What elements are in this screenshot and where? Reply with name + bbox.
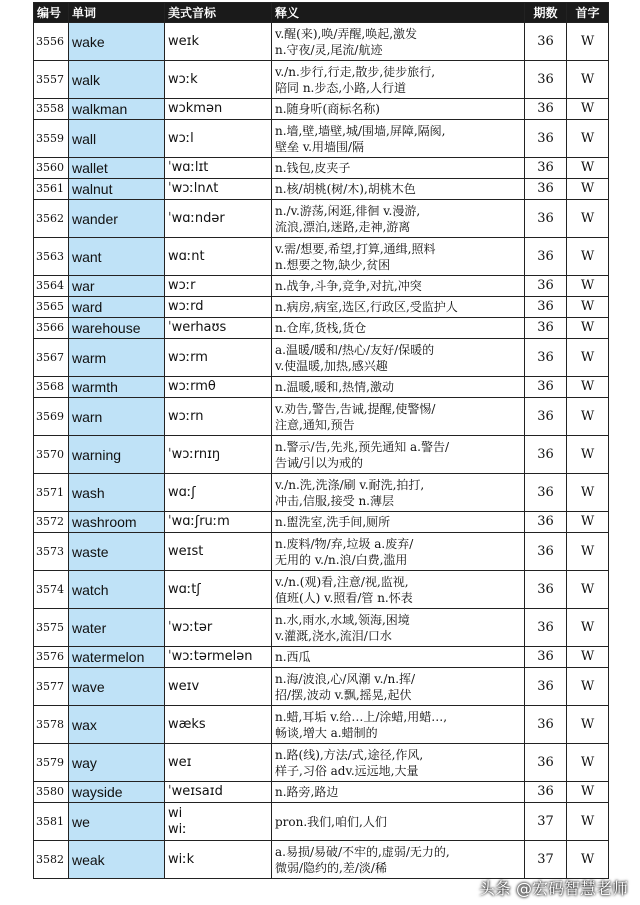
entry-issue: 36 [525, 571, 567, 609]
entry-word: walkman [69, 99, 165, 120]
entry-number: 3572 [34, 512, 69, 533]
entry-phonetic: wɔːrd [165, 297, 272, 318]
entry-phonetic: wɔːr [165, 276, 272, 297]
entry-issue: 36 [525, 200, 567, 238]
entry-issue: 36 [525, 609, 567, 647]
entry-definition: a.温暖/暖和/热心/友好/保暖的 v.使温暖,加热,感兴趣 [272, 339, 525, 377]
header-word: 单词 [69, 3, 165, 23]
watermark: 头条 @宏码智慧老师 [478, 879, 628, 898]
entry-definition: n.病房,病室,选区,行政区,受监护人 [272, 297, 525, 318]
entry-word: warehouse [69, 318, 165, 339]
entry-initial: W [567, 297, 609, 318]
entry-issue: 36 [525, 61, 567, 99]
table-row [34, 377, 609, 398]
vocabulary-sheet [33, 2, 609, 879]
entry-definition: n.警示/告,先兆,预先通知 a.警告/ 告诫/引以为戒的 [272, 436, 525, 474]
entry-initial: W [567, 61, 609, 99]
entry-initial: W [567, 782, 609, 803]
entry-word: wallet [69, 158, 165, 179]
entry-issue: 36 [525, 474, 567, 512]
entry-number: 3560 [34, 158, 69, 179]
entry-initial: W [567, 533, 609, 571]
entry-phonetic: wɑːtʃ [165, 571, 272, 609]
table-row [34, 297, 609, 318]
entry-number: 3576 [34, 647, 69, 668]
entry-phonetic: wɑːʃ [165, 474, 272, 512]
entry-number: 3580 [34, 782, 69, 803]
entry-phonetic: wɔːrm [165, 339, 272, 377]
entry-number: 3570 [34, 436, 69, 474]
entry-issue: 37 [525, 803, 567, 841]
entry-phonetic: wɔːl [165, 120, 272, 158]
entry-initial: W [567, 200, 609, 238]
entry-definition: v./n.步行,行走,散步,徒步旅行, 陪同 n.步态,小路,人行道 [272, 61, 525, 99]
entry-issue: 36 [525, 120, 567, 158]
entry-word: war [69, 276, 165, 297]
entry-phonetic: weɪk [165, 23, 272, 61]
entry-initial: W [567, 803, 609, 841]
entry-number: 3563 [34, 238, 69, 276]
entry-word: walk [69, 61, 165, 99]
entry-initial: W [567, 512, 609, 533]
entry-phonetic: weɪst [165, 533, 272, 571]
entry-initial: W [567, 668, 609, 706]
entry-number: 3579 [34, 744, 69, 782]
entry-word: watch [69, 571, 165, 609]
entry-number: 3578 [34, 706, 69, 744]
entry-definition: n.战争,斗争,竞争,对抗,冲突 [272, 276, 525, 297]
entry-phonetic: ˈwɔːtər [165, 609, 272, 647]
entry-number: 3568 [34, 377, 69, 398]
table-row [34, 200, 609, 238]
entry-issue: 36 [525, 318, 567, 339]
header-row [34, 3, 609, 23]
entry-number: 3577 [34, 668, 69, 706]
entry-phonetic: wɔːk [165, 61, 272, 99]
table-row [34, 609, 609, 647]
header-definition: 释义 [272, 3, 525, 23]
entry-phonetic: wæks [165, 706, 272, 744]
entry-definition: v./n.洗,洗涤/刷 v.耐洗,拍打, 冲击,信服,接受 n.薄层 [272, 474, 525, 512]
entry-word: ward [69, 297, 165, 318]
entry-definition: v.劝告,警告,告诫,提醒,使警惕/ 注意,通知,预告 [272, 398, 525, 436]
entry-number: 3575 [34, 609, 69, 647]
entry-initial: W [567, 179, 609, 200]
entry-definition: n.仓库,货栈,货仓 [272, 318, 525, 339]
entry-initial: W [567, 120, 609, 158]
table-row [34, 318, 609, 339]
entry-word: wayside [69, 782, 165, 803]
entry-word: walnut [69, 179, 165, 200]
vocabulary-table [33, 2, 609, 879]
table-row [34, 179, 609, 200]
entry-phonetic: ˈwerhaʊs [165, 318, 272, 339]
entry-number: 3559 [34, 120, 69, 158]
entry-issue: 36 [525, 706, 567, 744]
header-initial: 首字 [567, 3, 609, 23]
entry-definition: n.海/波浪,心/风潮 v./n.挥/ 招/摆,波动 v.飘,摇晃,起伏 [272, 668, 525, 706]
table-row [34, 339, 609, 377]
entry-issue: 36 [525, 398, 567, 436]
header-issue: 期数 [525, 3, 567, 23]
entry-issue: 36 [525, 238, 567, 276]
entry-issue: 36 [525, 533, 567, 571]
entry-word: warmth [69, 377, 165, 398]
entry-issue: 36 [525, 744, 567, 782]
entry-initial: W [567, 398, 609, 436]
entry-phonetic: wɔkmən [165, 99, 272, 120]
entry-issue: 36 [525, 158, 567, 179]
entry-phonetic: ˈwɔːtərmelən [165, 647, 272, 668]
entry-number: 3571 [34, 474, 69, 512]
entry-word: weak [69, 841, 165, 879]
entry-initial: W [567, 377, 609, 398]
entry-phonetic: wɔːrmθ [165, 377, 272, 398]
entry-initial: W [567, 609, 609, 647]
entry-definition: n.废料/物/弃,垃圾 a.废弃/ 无用的 v./n.浪/白费,滥用 [272, 533, 525, 571]
entry-definition: n.盥洗室,洗手间,厕所 [272, 512, 525, 533]
table-row [34, 398, 609, 436]
entry-number: 3558 [34, 99, 69, 120]
entry-word: washroom [69, 512, 165, 533]
entry-initial: W [567, 744, 609, 782]
entry-definition: n.墙,壁,墙壁,城/围墙,屏障,隔阂, 壁垒 v.用墙围/隔 [272, 120, 525, 158]
entry-definition: n.钱包,皮夹子 [272, 158, 525, 179]
entry-issue: 36 [525, 99, 567, 120]
entry-number: 3556 [34, 23, 69, 61]
entry-definition: n./v.游荡,闲逛,徘徊 v.漫游, 流浪,漂泊,迷路,走神,游离 [272, 200, 525, 238]
entry-initial: W [567, 339, 609, 377]
entry-word: wash [69, 474, 165, 512]
entry-initial: W [567, 276, 609, 297]
entry-word: warn [69, 398, 165, 436]
entry-definition: v.需/想要,希望,打算,通缉,照料 n.想要之物,缺少,贫困 [272, 238, 525, 276]
table-row [34, 512, 609, 533]
entry-definition: n.温暖,暖和,热情,激动 [272, 377, 525, 398]
entry-word: wake [69, 23, 165, 61]
entry-issue: 36 [525, 179, 567, 200]
table-row [34, 803, 609, 841]
table-row [34, 841, 609, 879]
entry-phonetic: wiːk [165, 841, 272, 879]
entry-number: 3561 [34, 179, 69, 200]
entry-definition: n.路旁,路边 [272, 782, 525, 803]
entry-definition: a.易损/易破/不牢的,虚弱/无力的, 微弱/隐约的,差/淡/稀 [272, 841, 525, 879]
entry-initial: W [567, 706, 609, 744]
entry-issue: 36 [525, 668, 567, 706]
table-row [34, 158, 609, 179]
entry-definition: n.核/胡桃(树/木),胡桃木色 [272, 179, 525, 200]
entry-word: waste [69, 533, 165, 571]
table-row [34, 744, 609, 782]
entry-issue: 36 [525, 782, 567, 803]
header-number: 编号 [34, 3, 69, 23]
entry-issue: 36 [525, 647, 567, 668]
entry-initial: W [567, 474, 609, 512]
entry-initial: W [567, 158, 609, 179]
entry-definition: pron.我们,咱们,人们 [272, 803, 525, 841]
entry-definition: v.醒(来),唤/弄醒,唤起,激发 n.守夜/灵,尾流/航迹 [272, 23, 525, 61]
entry-number: 3564 [34, 276, 69, 297]
table-row [34, 23, 609, 61]
entry-number: 3574 [34, 571, 69, 609]
entry-number: 3582 [34, 841, 69, 879]
table-row [34, 120, 609, 158]
entry-issue: 36 [525, 23, 567, 61]
entry-number: 3566 [34, 318, 69, 339]
entry-phonetic: ˈwɑːlɪt [165, 158, 272, 179]
entry-number: 3557 [34, 61, 69, 99]
entry-word: water [69, 609, 165, 647]
entry-phonetic: ˈwɔːlnʌt [165, 179, 272, 200]
entry-initial: W [567, 571, 609, 609]
entry-phonetic: weɪv [165, 668, 272, 706]
entry-word: wander [69, 200, 165, 238]
table-row [34, 571, 609, 609]
entry-issue: 36 [525, 297, 567, 318]
entry-initial: W [567, 318, 609, 339]
table-row [34, 668, 609, 706]
entry-phonetic: ˈwɑːʃruːm [165, 512, 272, 533]
entry-number: 3565 [34, 297, 69, 318]
entry-word: we [69, 803, 165, 841]
entry-number: 3562 [34, 200, 69, 238]
entry-initial: W [567, 238, 609, 276]
table-row [34, 533, 609, 571]
table-row [34, 647, 609, 668]
entry-phonetic: wi wiː [165, 803, 272, 841]
entry-number: 3567 [34, 339, 69, 377]
entry-number: 3581 [34, 803, 69, 841]
entry-definition: n.路(线),方法/式,途径,作风, 样子,习俗 adv.远远地,大量 [272, 744, 525, 782]
entry-phonetic: ˈweɪsaɪd [165, 782, 272, 803]
entry-initial: W [567, 841, 609, 879]
table-row [34, 99, 609, 120]
entry-word: way [69, 744, 165, 782]
entry-phonetic: weɪ [165, 744, 272, 782]
entry-definition: v./n.(观)看,注意/视,监视, 值班(人) v.照看/管 n.怀表 [272, 571, 525, 609]
entry-issue: 36 [525, 377, 567, 398]
entry-definition: n.水,雨水,水域,领海,困境 v.灌溉,浇水,流泪/口水 [272, 609, 525, 647]
table-row [34, 436, 609, 474]
entry-phonetic: ˈwɔːrnɪŋ [165, 436, 272, 474]
entry-phonetic: wɔːrn [165, 398, 272, 436]
entry-issue: 36 [525, 276, 567, 297]
entry-phonetic: wɑːnt [165, 238, 272, 276]
table-row [34, 61, 609, 99]
entry-initial: W [567, 647, 609, 668]
table-row [34, 782, 609, 803]
header-phonetic: 美式音标 [165, 3, 272, 23]
entry-number: 3573 [34, 533, 69, 571]
entry-issue: 36 [525, 339, 567, 377]
table-row [34, 474, 609, 512]
entry-phonetic: ˈwɑːndər [165, 200, 272, 238]
entry-issue: 36 [525, 436, 567, 474]
entry-word: warning [69, 436, 165, 474]
entry-word: wall [69, 120, 165, 158]
table-row [34, 706, 609, 744]
entry-initial: W [567, 436, 609, 474]
entry-initial: W [567, 99, 609, 120]
entry-word: want [69, 238, 165, 276]
entry-definition: n.西瓜 [272, 647, 525, 668]
entry-definition: n.随身听(商标名称) [272, 99, 525, 120]
table-row [34, 276, 609, 297]
table-row [34, 238, 609, 276]
entry-issue: 37 [525, 841, 567, 879]
entry-definition: n.蜡,耳垢 v.给…上/涂蜡,用蜡…, 畅谈,增大 a.蜡制的 [272, 706, 525, 744]
entry-word: watermelon [69, 647, 165, 668]
entry-initial: W [567, 23, 609, 61]
entry-word: wax [69, 706, 165, 744]
entry-issue: 36 [525, 512, 567, 533]
entry-number: 3569 [34, 398, 69, 436]
entry-word: warm [69, 339, 165, 377]
entry-word: wave [69, 668, 165, 706]
